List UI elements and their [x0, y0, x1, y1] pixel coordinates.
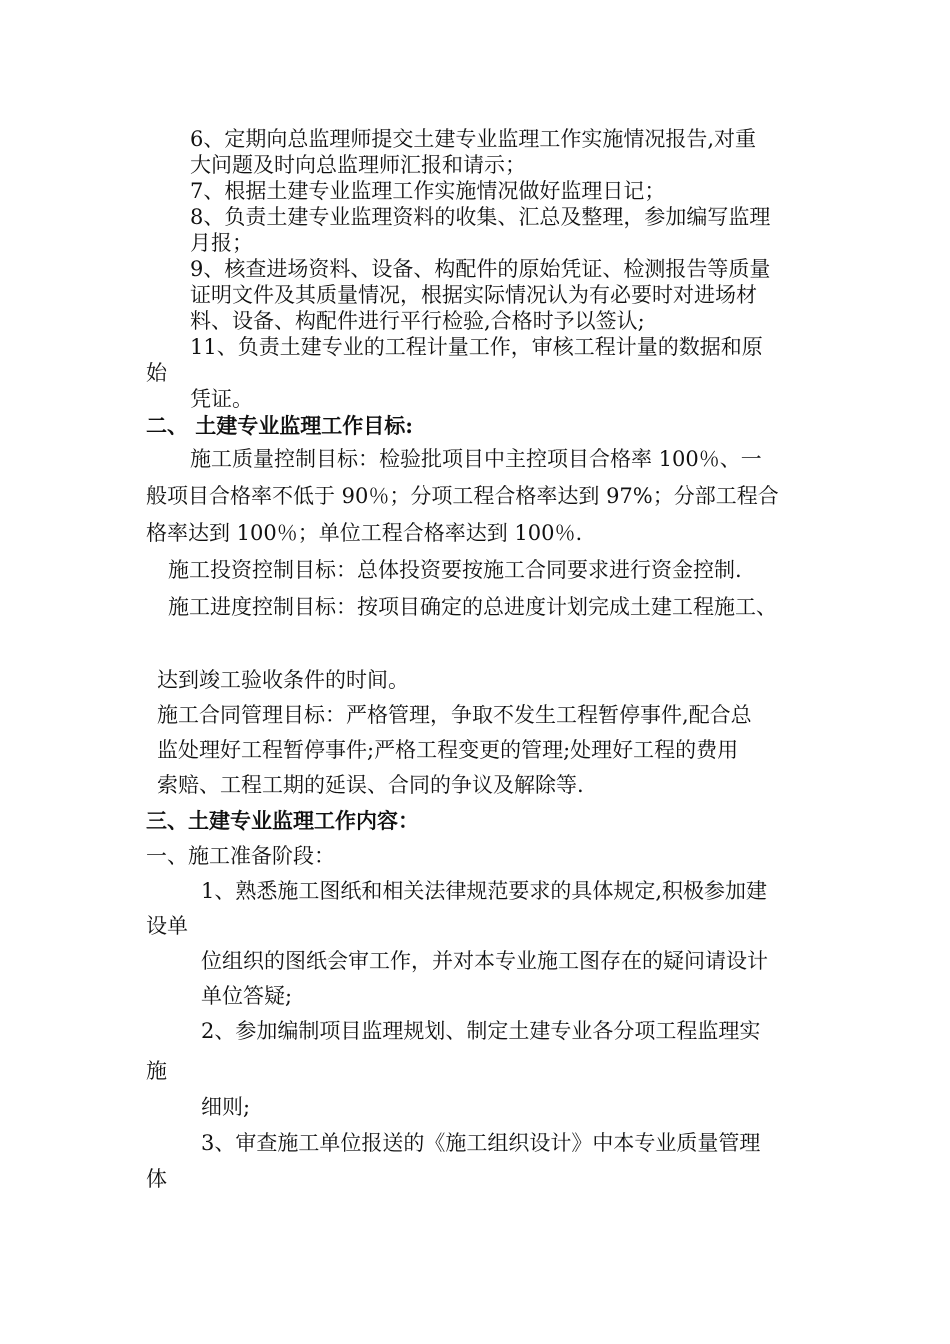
duty-item-11-line2: 始	[146, 361, 167, 385]
contract-goal-line3: 索赔、工程工期的延误、合同的争议及解除等.	[157, 773, 584, 797]
prep-item-2-line1: 2、参加编制项目监理规划、制定土建专业各分项工程监理实	[201, 1019, 761, 1043]
schedule-goal-line1: 施工进度控制目标：按项目确定的总进度计划完成土建工程施工、	[168, 595, 777, 619]
duty-item-9-line3: 料、设备、构配件进行平行检验,合格时予以签认;	[190, 309, 645, 333]
duty-item-7: 7、根据土建专业监理工作实施情况做好监理日记；	[190, 179, 666, 203]
contract-goal-line2: 监处理好工程暂停事件;严格工程变更的管理;处理好工程的费用	[157, 738, 739, 762]
prep-item-2-line2: 施	[146, 1059, 167, 1083]
prep-item-1-line3: 位组织的图纸会审工作，并对本专业施工图存在的疑问请设计	[201, 949, 768, 973]
duty-item-9-line1: 9、核查进场资料、设备、构配件的原始凭证、检测报告等质量	[190, 257, 771, 281]
section-2-heading: 二、 土建专业监理工作目标:	[146, 413, 414, 438]
prep-item-2-line3: 细则;	[201, 1095, 251, 1119]
prep-stage-heading: 一、施工准备阶段：	[146, 844, 335, 868]
duty-item-11-line3: 凭证。	[190, 387, 253, 411]
schedule-goal-line2: 达到竣工验收条件的时间。	[157, 668, 409, 692]
duty-item-9-line2: 证明文件及其质量情况，根据实际情况认为有必要时对进场材	[190, 283, 757, 307]
quality-goal-line2: 般项目合格率不低于 90％；分项工程合格率达到 97%；分部工程合	[146, 484, 779, 508]
section-3-heading: 三、土建专业监理工作内容：	[146, 808, 419, 833]
prep-item-3-line1: 3、审查施工单位报送的《施工组织设计》中本专业质量管理	[201, 1131, 761, 1155]
quality-goal-line3: 格率达到 100％；单位工程合格率达到 100％.	[146, 521, 583, 545]
contract-goal-line1: 施工合同管理目标：严格管理，争取不发生工程暂停事件,配合总	[157, 703, 752, 727]
duty-item-6-line1: 6、定期向总监理师提交土建专业监理工作实施情况报告,对重	[190, 127, 757, 151]
investment-goal: 施工投资控制目标：总体投资要按施工合同要求进行资金控制.	[168, 558, 742, 582]
duty-item-6-line2: 大问题及时向总监理师汇报和请示；	[190, 153, 526, 177]
duty-item-11-line1: 11、负责土建专业的工程计量工作，审核工程计量的数据和原	[190, 335, 763, 359]
duty-item-8-line1: 8、负责土建专业监理资料的收集、汇总及整理，参加编写监理	[190, 205, 771, 229]
prep-item-1-line1: 1、熟悉施工图纸和相关法律规范要求的具体规定,积极参加建	[201, 879, 768, 903]
prep-item-3-line2: 体	[146, 1167, 167, 1191]
prep-item-1-line2: 设单	[146, 914, 188, 938]
quality-goal-line1: 施工质量控制目标：检验批项目中主控项目合格率 100％、一	[190, 447, 762, 471]
duty-item-8-line2: 月报；	[190, 231, 253, 255]
prep-item-1-line4: 单位答疑;	[201, 984, 293, 1008]
